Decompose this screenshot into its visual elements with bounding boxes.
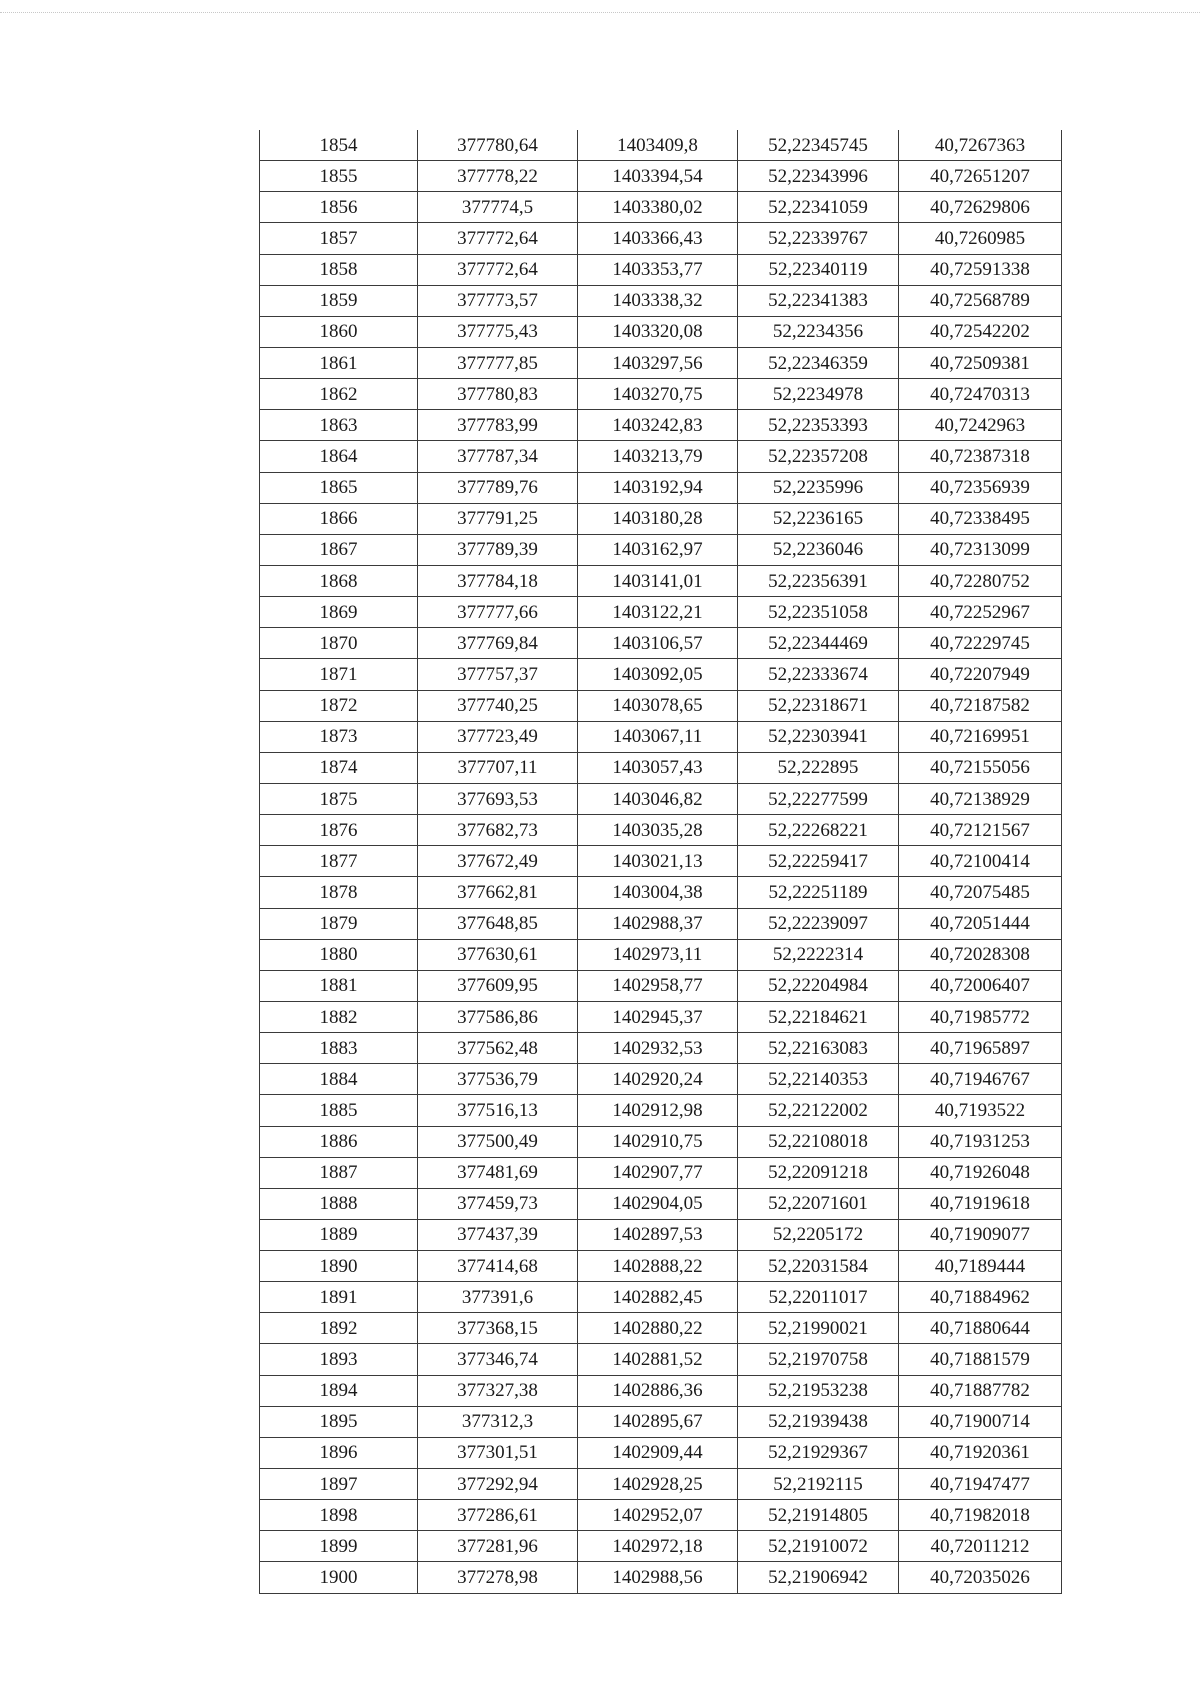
table-row [260,1282,1062,1313]
point-number-cell: 1893 [260,1344,418,1375]
x-coordinate-cell: 377500,49 [418,1126,578,1157]
x-coordinate-cell: 377682,73 [418,815,578,846]
point-number-cell: 1896 [260,1437,418,1468]
x-coordinate-cell: 377774,5 [418,192,578,223]
table-row [260,441,1062,472]
x-coordinate-cell: 377789,76 [418,472,578,503]
latitude-cell: 52,2236165 [738,503,899,534]
latitude-cell: 52,22356391 [738,565,899,596]
x-coordinate-cell: 377281,96 [418,1531,578,1562]
latitude-cell: 52,22091218 [738,1157,899,1188]
longitude-cell: 40,72207949 [899,659,1062,690]
x-coordinate-cell: 377777,66 [418,597,578,628]
latitude-cell: 52,21914805 [738,1500,899,1531]
longitude-cell: 40,72338495 [899,503,1062,534]
x-coordinate-cell: 377536,79 [418,1064,578,1095]
table-row [260,1095,1062,1126]
point-number-cell: 1894 [260,1375,418,1406]
latitude-cell: 52,222895 [738,752,899,783]
longitude-cell: 40,72252967 [899,597,1062,628]
table-row [260,752,1062,783]
y-coordinate-cell: 1403353,77 [578,254,738,285]
longitude-cell: 40,72356939 [899,472,1062,503]
latitude-cell: 52,22268221 [738,815,899,846]
point-number-cell: 1874 [260,752,418,783]
x-coordinate-cell: 377327,38 [418,1375,578,1406]
latitude-cell: 52,22341383 [738,285,899,316]
y-coordinate-cell: 1402886,36 [578,1375,738,1406]
y-coordinate-cell: 1403338,32 [578,285,738,316]
x-coordinate-cell: 377630,61 [418,939,578,970]
longitude-cell: 40,71900714 [899,1406,1062,1437]
x-coordinate-cell: 377286,61 [418,1500,578,1531]
x-coordinate-cell: 377723,49 [418,721,578,752]
y-coordinate-cell: 1402897,53 [578,1219,738,1250]
point-number-cell: 1891 [260,1282,418,1313]
latitude-cell: 52,22071601 [738,1188,899,1219]
x-coordinate-cell: 377789,39 [418,534,578,565]
x-coordinate-cell: 377672,49 [418,846,578,877]
x-coordinate-cell: 377783,99 [418,410,578,441]
point-number-cell: 1867 [260,534,418,565]
point-number-cell: 1865 [260,472,418,503]
point-number-cell: 1878 [260,877,418,908]
y-coordinate-cell: 1402972,18 [578,1531,738,1562]
y-coordinate-cell: 1402880,22 [578,1313,738,1344]
y-coordinate-cell: 1402920,24 [578,1064,738,1095]
y-coordinate-cell: 1403141,01 [578,565,738,596]
y-coordinate-cell: 1403067,11 [578,721,738,752]
latitude-cell: 52,22140353 [738,1064,899,1095]
y-coordinate-cell: 1403270,75 [578,379,738,410]
point-number-cell: 1864 [260,441,418,472]
x-coordinate-cell: 377662,81 [418,877,578,908]
latitude-cell: 52,22163083 [738,1033,899,1064]
point-number-cell: 1889 [260,1219,418,1250]
point-number-cell: 1899 [260,1531,418,1562]
x-coordinate-cell: 377791,25 [418,503,578,534]
latitude-cell: 52,22011017 [738,1282,899,1313]
table-row [260,939,1062,970]
table-row [260,410,1062,441]
longitude-cell: 40,71881579 [899,1344,1062,1375]
table-row [260,1313,1062,1344]
scan-edge-line [0,12,1200,13]
longitude-cell: 40,71965897 [899,1033,1062,1064]
table-row [260,192,1062,223]
x-coordinate-cell: 377459,73 [418,1188,578,1219]
longitude-cell: 40,7242963 [899,410,1062,441]
point-number-cell: 1875 [260,783,418,814]
longitude-cell: 40,71946767 [899,1064,1062,1095]
x-coordinate-cell: 377757,37 [418,659,578,690]
point-number-cell: 1860 [260,316,418,347]
y-coordinate-cell: 1402932,53 [578,1033,738,1064]
point-number-cell: 1862 [260,379,418,410]
y-coordinate-cell: 1403078,65 [578,690,738,721]
table-row [260,503,1062,534]
table-row [260,347,1062,378]
latitude-cell: 52,2234978 [738,379,899,410]
longitude-cell: 40,72629806 [899,192,1062,223]
point-number-cell: 1863 [260,410,418,441]
table-row [260,628,1062,659]
latitude-cell: 52,22353393 [738,410,899,441]
point-number-cell: 1858 [260,254,418,285]
latitude-cell: 52,22345745 [738,130,899,161]
y-coordinate-cell: 1403213,79 [578,441,738,472]
x-coordinate-cell: 377391,6 [418,1282,578,1313]
longitude-cell: 40,71920361 [899,1437,1062,1468]
y-coordinate-cell: 1402910,75 [578,1126,738,1157]
point-number-cell: 1876 [260,815,418,846]
x-coordinate-cell: 377772,64 [418,223,578,254]
y-coordinate-cell: 1403380,02 [578,192,738,223]
y-coordinate-cell: 1403106,57 [578,628,738,659]
table-row [260,254,1062,285]
latitude-cell: 52,22251189 [738,877,899,908]
y-coordinate-cell: 1403409,8 [578,130,738,161]
longitude-cell: 40,72187582 [899,690,1062,721]
longitude-cell: 40,72591338 [899,254,1062,285]
latitude-cell: 52,22341059 [738,192,899,223]
x-coordinate-cell: 377778,22 [418,161,578,192]
longitude-cell: 40,72075485 [899,877,1062,908]
longitude-cell: 40,71887782 [899,1375,1062,1406]
longitude-cell: 40,72011212 [899,1531,1062,1562]
table-row [260,877,1062,908]
longitude-cell: 40,71926048 [899,1157,1062,1188]
x-coordinate-cell: 377769,84 [418,628,578,659]
latitude-cell: 52,2205172 [738,1219,899,1250]
coordinates-table [259,130,1062,1594]
latitude-cell: 52,22122002 [738,1095,899,1126]
y-coordinate-cell: 1402945,37 [578,1001,738,1032]
table-row [260,597,1062,628]
table-row [260,316,1062,347]
table-row [260,1219,1062,1250]
point-number-cell: 1856 [260,192,418,223]
latitude-cell: 52,22204984 [738,970,899,1001]
table-row [260,659,1062,690]
latitude-cell: 52,22031584 [738,1251,899,1282]
point-number-cell: 1880 [260,939,418,970]
longitude-cell: 40,72169951 [899,721,1062,752]
y-coordinate-cell: 1403366,43 [578,223,738,254]
longitude-cell: 40,7260985 [899,223,1062,254]
table-row [260,379,1062,410]
longitude-cell: 40,72051444 [899,908,1062,939]
y-coordinate-cell: 1402973,11 [578,939,738,970]
table-row [260,472,1062,503]
point-number-cell: 1885 [260,1095,418,1126]
x-coordinate-cell: 377740,25 [418,690,578,721]
y-coordinate-cell: 1402881,52 [578,1344,738,1375]
point-number-cell: 1870 [260,628,418,659]
point-number-cell: 1890 [260,1251,418,1282]
table-row [260,1157,1062,1188]
y-coordinate-cell: 1403242,83 [578,410,738,441]
x-coordinate-cell: 377301,51 [418,1437,578,1468]
point-number-cell: 1871 [260,659,418,690]
longitude-cell: 40,72651207 [899,161,1062,192]
x-coordinate-cell: 377707,11 [418,752,578,783]
point-number-cell: 1898 [260,1500,418,1531]
latitude-cell: 52,22277599 [738,783,899,814]
table-row [260,1437,1062,1468]
y-coordinate-cell: 1403320,08 [578,316,738,347]
x-coordinate-cell: 377481,69 [418,1157,578,1188]
longitude-cell: 40,72229745 [899,628,1062,659]
table-row [260,908,1062,939]
point-number-cell: 1855 [260,161,418,192]
latitude-cell: 52,22303941 [738,721,899,752]
latitude-cell: 52,22339767 [738,223,899,254]
table-row [260,1562,1062,1593]
table-row [260,285,1062,316]
point-number-cell: 1861 [260,347,418,378]
latitude-cell: 52,2192115 [738,1469,899,1500]
table-row [260,1064,1062,1095]
longitude-cell: 40,7193522 [899,1095,1062,1126]
latitude-cell: 52,22239097 [738,908,899,939]
longitude-cell: 40,72568789 [899,285,1062,316]
x-coordinate-cell: 377346,74 [418,1344,578,1375]
point-number-cell: 1888 [260,1188,418,1219]
latitude-cell: 52,21910072 [738,1531,899,1562]
point-number-cell: 1872 [260,690,418,721]
latitude-cell: 52,2234356 [738,316,899,347]
x-coordinate-cell: 377693,53 [418,783,578,814]
x-coordinate-cell: 377312,3 [418,1406,578,1437]
table-row [260,783,1062,814]
point-number-cell: 1866 [260,503,418,534]
point-number-cell: 1900 [260,1562,418,1593]
x-coordinate-cell: 377772,64 [418,254,578,285]
table-row [260,1033,1062,1064]
x-coordinate-cell: 377586,86 [418,1001,578,1032]
point-number-cell: 1873 [260,721,418,752]
point-number-cell: 1897 [260,1469,418,1500]
y-coordinate-cell: 1402988,56 [578,1562,738,1593]
longitude-cell: 40,71880644 [899,1313,1062,1344]
coordinates-table-body [260,130,1062,1593]
latitude-cell: 52,21906942 [738,1562,899,1593]
longitude-cell: 40,72035026 [899,1562,1062,1593]
table-row [260,1001,1062,1032]
point-number-cell: 1892 [260,1313,418,1344]
longitude-cell: 40,72280752 [899,565,1062,596]
y-coordinate-cell: 1402907,77 [578,1157,738,1188]
point-number-cell: 1859 [260,285,418,316]
x-coordinate-cell: 377609,95 [418,970,578,1001]
table-row [260,690,1062,721]
y-coordinate-cell: 1402952,07 [578,1500,738,1531]
y-coordinate-cell: 1402882,45 [578,1282,738,1313]
latitude-cell: 52,2235996 [738,472,899,503]
y-coordinate-cell: 1403035,28 [578,815,738,846]
point-number-cell: 1857 [260,223,418,254]
latitude-cell: 52,2236046 [738,534,899,565]
table-row [260,1531,1062,1562]
longitude-cell: 40,7189444 [899,1251,1062,1282]
longitude-cell: 40,72542202 [899,316,1062,347]
table-row [260,130,1062,161]
table-row [260,1126,1062,1157]
y-coordinate-cell: 1403057,43 [578,752,738,783]
latitude-cell: 52,22351058 [738,597,899,628]
table-row [260,534,1062,565]
longitude-cell: 40,71909077 [899,1219,1062,1250]
longitude-cell: 40,7267363 [899,130,1062,161]
table-row [260,565,1062,596]
table-row [260,846,1062,877]
table-row [260,223,1062,254]
point-number-cell: 1883 [260,1033,418,1064]
y-coordinate-cell: 1402912,98 [578,1095,738,1126]
x-coordinate-cell: 377773,57 [418,285,578,316]
latitude-cell: 52,22259417 [738,846,899,877]
latitude-cell: 52,22108018 [738,1126,899,1157]
table-row [260,1251,1062,1282]
longitude-cell: 40,72509381 [899,347,1062,378]
point-number-cell: 1884 [260,1064,418,1095]
x-coordinate-cell: 377775,43 [418,316,578,347]
longitude-cell: 40,72121567 [899,815,1062,846]
latitude-cell: 52,21990021 [738,1313,899,1344]
point-number-cell: 1879 [260,908,418,939]
y-coordinate-cell: 1403192,94 [578,472,738,503]
table-row [260,1188,1062,1219]
longitude-cell: 40,72387318 [899,441,1062,472]
latitude-cell: 52,22340119 [738,254,899,285]
table-row [260,815,1062,846]
longitude-cell: 40,72470313 [899,379,1062,410]
latitude-cell: 52,22318671 [738,690,899,721]
x-coordinate-cell: 377787,34 [418,441,578,472]
longitude-cell: 40,71985772 [899,1001,1062,1032]
x-coordinate-cell: 377437,39 [418,1219,578,1250]
table-row [260,1406,1062,1437]
point-number-cell: 1886 [260,1126,418,1157]
table-row [260,970,1062,1001]
y-coordinate-cell: 1403297,56 [578,347,738,378]
table-row [260,1375,1062,1406]
point-number-cell: 1887 [260,1157,418,1188]
longitude-cell: 40,72138929 [899,783,1062,814]
x-coordinate-cell: 377414,68 [418,1251,578,1282]
x-coordinate-cell: 377784,18 [418,565,578,596]
y-coordinate-cell: 1402904,05 [578,1188,738,1219]
longitude-cell: 40,72028308 [899,939,1062,970]
y-coordinate-cell: 1402958,77 [578,970,738,1001]
y-coordinate-cell: 1402909,44 [578,1437,738,1468]
latitude-cell: 52,22346359 [738,347,899,378]
longitude-cell: 40,71982018 [899,1500,1062,1531]
x-coordinate-cell: 377780,64 [418,130,578,161]
y-coordinate-cell: 1402988,37 [578,908,738,939]
x-coordinate-cell: 377292,94 [418,1469,578,1500]
longitude-cell: 40,72100414 [899,846,1062,877]
latitude-cell: 52,22333674 [738,659,899,690]
x-coordinate-cell: 377780,83 [418,379,578,410]
y-coordinate-cell: 1403046,82 [578,783,738,814]
x-coordinate-cell: 377562,48 [418,1033,578,1064]
latitude-cell: 52,22184621 [738,1001,899,1032]
point-number-cell: 1869 [260,597,418,628]
y-coordinate-cell: 1403004,38 [578,877,738,908]
y-coordinate-cell: 1403394,54 [578,161,738,192]
longitude-cell: 40,72155056 [899,752,1062,783]
longitude-cell: 40,71884962 [899,1282,1062,1313]
point-number-cell: 1868 [260,565,418,596]
y-coordinate-cell: 1402895,67 [578,1406,738,1437]
x-coordinate-cell: 377648,85 [418,908,578,939]
x-coordinate-cell: 377278,98 [418,1562,578,1593]
longitude-cell: 40,71947477 [899,1469,1062,1500]
latitude-cell: 52,21929367 [738,1437,899,1468]
y-coordinate-cell: 1402928,25 [578,1469,738,1500]
point-number-cell: 1895 [260,1406,418,1437]
y-coordinate-cell: 1403122,21 [578,597,738,628]
table-row [260,1469,1062,1500]
point-number-cell: 1881 [260,970,418,1001]
longitude-cell: 40,72006407 [899,970,1062,1001]
table-row [260,721,1062,752]
y-coordinate-cell: 1403180,28 [578,503,738,534]
latitude-cell: 52,21939438 [738,1406,899,1437]
latitude-cell: 52,22357208 [738,441,899,472]
longitude-cell: 40,71919618 [899,1188,1062,1219]
latitude-cell: 52,21953238 [738,1375,899,1406]
latitude-cell: 52,22344469 [738,628,899,659]
point-number-cell: 1882 [260,1001,418,1032]
x-coordinate-cell: 377368,15 [418,1313,578,1344]
longitude-cell: 40,72313099 [899,534,1062,565]
table-row [260,1344,1062,1375]
latitude-cell: 52,21970758 [738,1344,899,1375]
y-coordinate-cell: 1402888,22 [578,1251,738,1282]
x-coordinate-cell: 377777,85 [418,347,578,378]
y-coordinate-cell: 1403021,13 [578,846,738,877]
table-row [260,161,1062,192]
point-number-cell: 1854 [260,130,418,161]
latitude-cell: 52,22343996 [738,161,899,192]
longitude-cell: 40,71931253 [899,1126,1062,1157]
x-coordinate-cell: 377516,13 [418,1095,578,1126]
latitude-cell: 52,2222314 [738,939,899,970]
table-row [260,1500,1062,1531]
point-number-cell: 1877 [260,846,418,877]
y-coordinate-cell: 1403162,97 [578,534,738,565]
y-coordinate-cell: 1403092,05 [578,659,738,690]
